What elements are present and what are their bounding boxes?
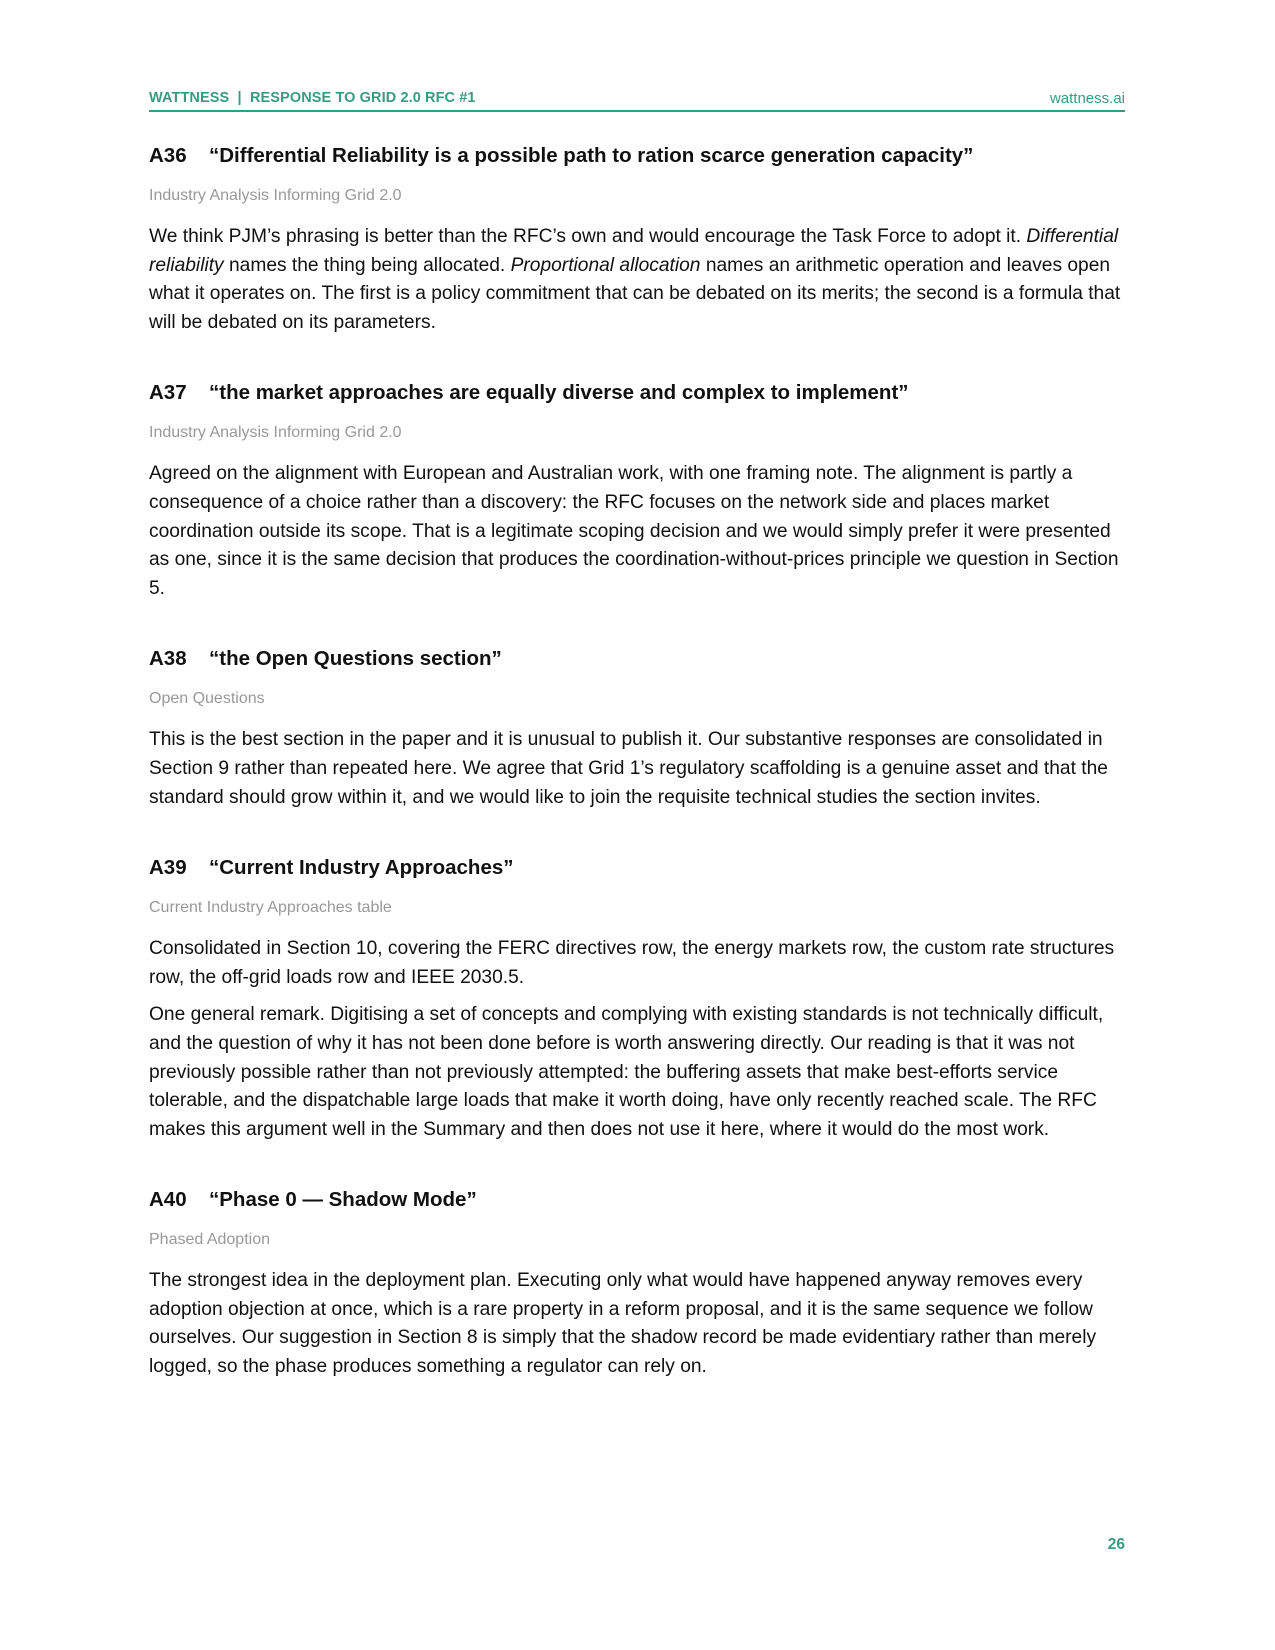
header-document-title: WATTNESS | RESPONSE TO GRID 2.0 RFC #1 [149, 90, 476, 106]
section-a37 [149, 379, 1129, 603]
header-website: wattness.ai [1049, 90, 1125, 107]
section-title: “the market approaches are equally diverse and complex to implement” [209, 381, 909, 405]
paragraph-text: names an arithmetic operation and leaves open what it operates on. The first is a policy commitment that can be debated on its merits; the second is a formula that will be debated on its parameters. [149, 254, 1121, 333]
section-heading [149, 142, 1129, 170]
section-title: “Phase 0 — Shadow Mode” [209, 1188, 477, 1212]
section-a36 [149, 142, 1129, 337]
section-source: Industry Analysis Informing Grid 2.0 [149, 187, 402, 204]
section-title: “the Open Questions section” [209, 647, 502, 671]
section-paragraph: This is the best section in the paper and it is unusual to publish it. Our substantive responses are consolidated in Section 9 rather than repeated here. We agree that Grid 1’s regulatory scaffolding is a genuine asset and that the standard should grow within it, and we would like to join the requisite technical studies the section invites. [149, 729, 1108, 808]
section-number: A40 [149, 1188, 187, 1212]
section-source: Phased Adoption [149, 1231, 270, 1249]
section-source: Industry Analysis Informing Grid 2.0 [149, 424, 402, 442]
section-title: “Differential Reliability is a possible path to ration scarce generation capacity” [209, 144, 974, 167]
section-a39 [149, 854, 1129, 1144]
section-paragraph: Consolidated in Section 10, covering the FERC directives row, the energy markets row, the custom rate structures row, the off-grid loads row and IEEE 2030.5. [149, 938, 1115, 988]
section-a40 [149, 1186, 1129, 1381]
section-paragraph [149, 223, 1129, 337]
section-paragraph: One general remark. Digitising a set of concepts and complying with existing standards is not technically difficult, and the question of why it has not been done before is worth answering directly. Our reading is that it was not previously possible rather than not previously attempted: the buffering assets that make best-efforts service tolerable, and the dispatchable large loads that make it worth doing, have only recently reached scale. The RFC makes this argument well in the Summary and then does not use it here, where it would do the most work. [149, 1004, 1104, 1140]
section-number: A38 [149, 647, 187, 671]
section-heading [149, 1186, 1129, 1214]
section-number: A37 [149, 381, 187, 405]
section-source: Open Questions [149, 690, 265, 708]
section-a38 [149, 645, 1129, 812]
section-paragraph: Agreed on the alignment with European and Australian work, with one framing note. The alignment is partly a consequence of a choice rather than a discovery: the RFC focuses on the network side and places market coordination outside its scope. That is a legitimate scoping decision and we would simply prefer it were presented as one, since it is the same decision that produces the coordination-without-prices principle we question in Section 5. [149, 463, 1119, 599]
emphasis-text: Proportional allocation [510, 254, 701, 276]
section-number: A36 [149, 144, 187, 167]
section-paragraph: The strongest idea in the deployment plan. Executing only what would have happened anyway removes every adoption objection at once, which is a rare property in a reform proposal, and it is the same sequence we follow ourselves. Our suggestion in Section 8 is simply that the shadow record be made evidentiary rather than merely logged, so the phase produces something a regulator can rely on. [149, 1270, 1097, 1378]
paragraph-text: names the thing being allocated. [223, 254, 511, 276]
section-heading [149, 854, 1129, 882]
emphasis-text: Differential reliability [149, 226, 1119, 276]
page-number: 26 [1107, 1536, 1125, 1553]
section-source: Current Industry Approaches table [149, 899, 392, 917]
running-header [149, 90, 1125, 112]
paragraph-text: We think PJM’s phrasing is better than the RFC’s own and would encourage the Task Force to adopt it. [149, 226, 1027, 247]
section-title: “Current Industry Approaches” [209, 856, 514, 880]
section-heading [149, 645, 1129, 673]
section-heading [149, 379, 1129, 407]
section-number: A39 [149, 856, 187, 880]
document-body [149, 142, 1129, 1424]
